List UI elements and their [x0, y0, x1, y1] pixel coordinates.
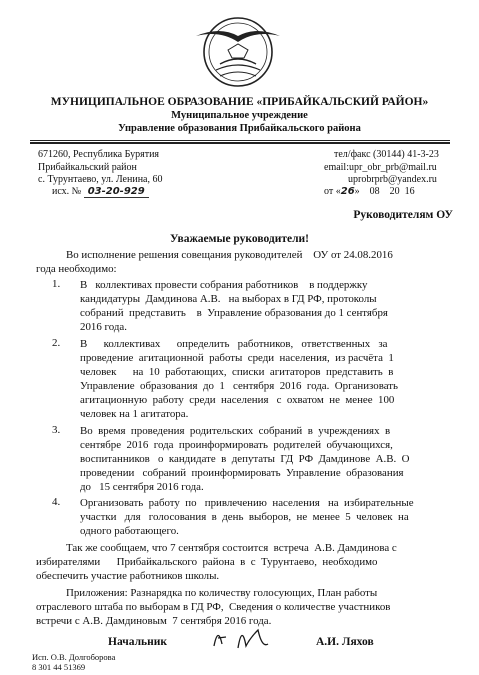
attachments-line-1: Приложения: Разнарядка по количеству голосующих, План работы [66, 587, 378, 599]
item-2-line-1: В коллективах определить работников, ответственных за [80, 338, 388, 350]
item-2-line-4: Управление образования до 1 сентября 2016 года. Организовать [80, 380, 399, 392]
notice-line-2: избирателями Прибайкальского района в с Турунтаево, необходимо [36, 556, 378, 568]
attachments-line-3: встречи с А.В. Дамдиновым 7 сентября 2016 года. [36, 615, 272, 627]
addressee: Руководителям ОУ [353, 209, 453, 221]
contact-phone: тел/факс (30144) 41-3-23 [334, 149, 439, 160]
contact-email-2: uprobrprb@yandex.ru [348, 174, 437, 185]
outgoing-number [52, 185, 149, 198]
outgoing-number-value: 03-20-929 [84, 186, 149, 198]
executor-name: Исп. О.В. Долгоборова [32, 652, 116, 662]
signatory-role: Начальник [108, 636, 167, 648]
intro-line-1: Во исполнение решения совещания руководителей ОУ от 24.08.2016 [66, 249, 393, 261]
salutation: Уважаемые руководители! [169, 233, 310, 245]
department-name: Управление образования Прибайкальского района [118, 123, 361, 134]
handwritten-signature [208, 618, 278, 654]
item-2-line-6: человек на 1 агитатора. [80, 408, 189, 420]
item-1-number: 1. [52, 278, 61, 290]
executor-phone: 8 301 44 51369 [32, 662, 86, 672]
notice-line-1: Так же сообщаем, что 7 сентября состоится встреча А.В. Дамдинова с [66, 542, 397, 554]
item-3-line-4: проведении собраний проинформировать Управление образования [80, 467, 404, 479]
letter-date [324, 185, 415, 198]
item-2-number: 2. [52, 337, 61, 349]
item-2-line-3: человек на 10 работающих, списки агитаторов представить в [80, 366, 394, 378]
item-2-line-5: агитационную работу среди населения с охватом не менее 100 [80, 394, 395, 406]
item-3-line-3: воспитанников о кандидате в депутаты ГД РФ Дамдинове А.В. О [80, 453, 410, 465]
item-1-line-2: кандидатуры Дамдинова А.В. на выборах в ГД РФ, протоколы [80, 293, 377, 305]
item-3-line-2: сентябре 2016 года проинформировать родителей обучающихся, [80, 439, 393, 451]
item-4-number: 4. [52, 496, 61, 508]
item-1-line-3: собраний представить в Управление образования до 1 сентября [80, 307, 388, 319]
notice-line-3: обеспечить участие работников школы. [36, 570, 220, 582]
org-title: МУНИЦИПАЛЬНОЕ ОБРАЗОВАНИЕ «ПРИБАЙКАЛЬСКИЙ РАЙОН» [50, 96, 429, 108]
item-1-line-4: 2016 года. [80, 321, 127, 333]
item-4-line-1: Организовать работу по привлечению населения на избирательные [80, 497, 414, 509]
attachments-line-2: отраслевого штаба по выборам в ГД РФ, Сведения о количестве участников [36, 601, 391, 613]
outgoing-number-label: исх. № [52, 186, 82, 197]
item-4-line-3: одного работающего. [80, 525, 179, 537]
address-line-1: 671260, Республика Бурятия [38, 149, 160, 160]
signatory-name: А.И. Ляхов [316, 636, 374, 648]
item-2-line-2: проведение агитационной работы среди населения, из расчёта 1 [80, 352, 394, 364]
letter-date-prefix: от « [324, 186, 341, 197]
item-3-line-1: Во время проведения родительских собраний в учреждениях в [80, 425, 391, 437]
header-rule-top [30, 140, 450, 141]
item-3-line-5: до 15 сентября 2016 года. [80, 481, 204, 493]
item-3-number: 3. [52, 424, 61, 436]
letter-date-rest: » 08 20 16 [354, 186, 415, 197]
item-1-line-1: В коллективах провести собрания работников в поддержку [80, 279, 368, 291]
contact-email-1: email:upr_obr_prb@mail.ru [324, 162, 437, 173]
address-line-3: с. Турунтаево, ул. Ленина, 60 [38, 174, 163, 185]
intro-line-2: года необходимо: [36, 263, 117, 275]
emblem-logo [190, 6, 286, 94]
letter-date-day: 26 [340, 186, 355, 197]
address-line-2: Прибайкальский район [38, 162, 137, 173]
header-rule-bottom [30, 142, 450, 144]
institution-type: Муниципальное учреждение [171, 110, 308, 121]
item-4-line-2: участки для голосования в день выборов, не менее 5 человек на [80, 511, 409, 523]
